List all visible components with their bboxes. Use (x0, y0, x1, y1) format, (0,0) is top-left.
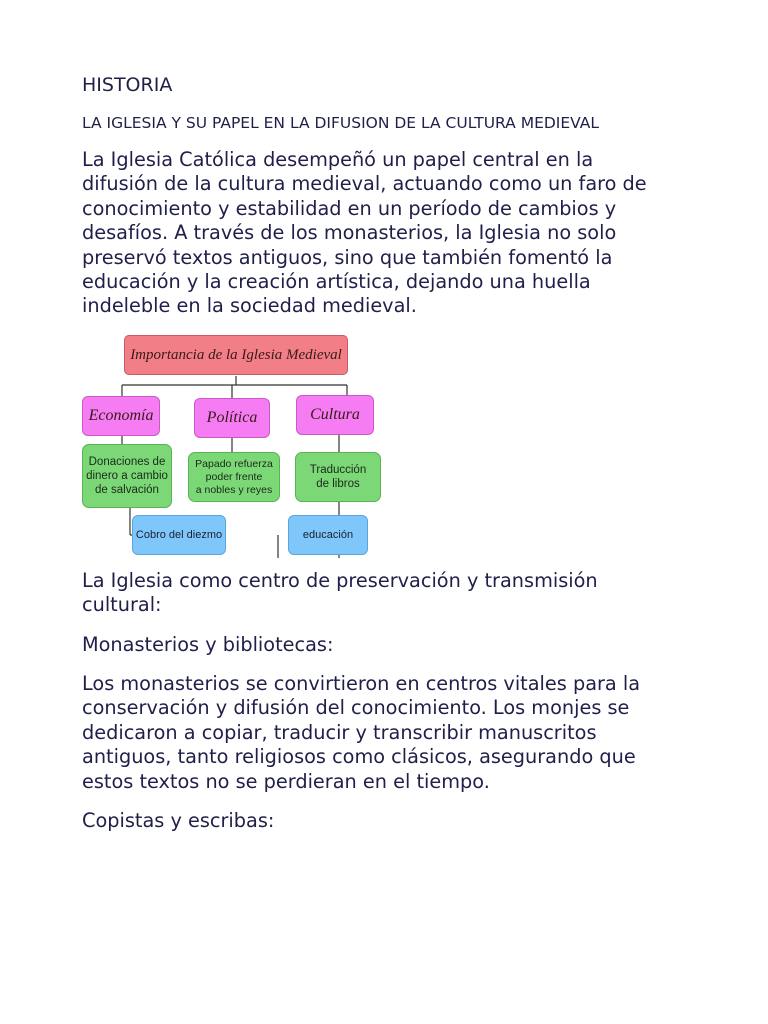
section-heading-line: La Iglesia como centro de preservación y transmisión (82, 569, 598, 592)
intro-line: preservó textos antiguos, sino que también fomentó la (82, 245, 613, 269)
document-subtitle: LA IGLESIA Y SU PAPEL EN LA DIFUSION DE LA CULTURA MEDIEVAL (82, 114, 600, 132)
intro-paragraph (82, 148, 722, 319)
diagram-root-node: Importancia de la Iglesia Medieval (124, 335, 348, 375)
node-text-line: Papado refuerza (195, 457, 273, 470)
diagram-node-cultura: Cultura (296, 395, 374, 435)
diagram-node-educacion: educación (288, 515, 368, 555)
node-text-line: dinero a cambio (86, 470, 168, 482)
subsection-heading: Monasterios y bibliotecas: (82, 633, 334, 656)
node-text-line: Traducción (309, 464, 367, 476)
diagram-node-traduccion (295, 452, 381, 502)
node-text-line: a nobles y reyes (195, 483, 273, 496)
intro-line: desafíos. A través de los monasterios, la Iglesia no solo (82, 221, 617, 245)
monasterios-line: Los monasterios se convirtieron en centros vitales para la (82, 672, 641, 695)
document-title: HISTORIA (82, 74, 173, 96)
node-text-line: poder frente (205, 470, 263, 483)
monasterios-line: conservación y difusión del conocimiento. Los monjes se (82, 696, 630, 720)
intro-line: conocimiento y estabilidad en un período de cambios y (82, 196, 617, 220)
monasterios-line: dedicaron a copiar, traducir y transcribir manuscritos (82, 720, 597, 744)
diagram-node-donaciones (82, 444, 172, 508)
intro-line: difusión de la cultura medieval, actuando como un faro de (82, 172, 647, 196)
intro-line: La Iglesia Católica desempeñó un papel central en la (82, 148, 594, 171)
node-text-line: de salvación (95, 484, 159, 496)
diagram-node-papado (188, 452, 280, 502)
diagram-node-diezmo: Cobro del diezmo (132, 515, 226, 555)
monasterios-line: estos textos no se perdieran en el tiempo. (82, 769, 490, 793)
monasterios-line: antiguos, tanto religiosos como clásicos, asegurando que (82, 745, 636, 769)
section-heading (82, 569, 722, 618)
node-text-line: Donaciones de (88, 456, 166, 468)
diagram-node-economia: Economía (82, 396, 160, 436)
concept-diagram (82, 333, 382, 558)
section-heading-line: cultural: (82, 593, 162, 617)
intro-line: indeleble en la sociedad medieval. (82, 294, 417, 318)
monasterios-paragraph (82, 672, 722, 794)
diagram-node-politica: Política (194, 398, 270, 438)
intro-line: educación y la creación artística, dejando una huella (82, 270, 591, 294)
copistas-heading: Copistas y escribas: (82, 809, 275, 832)
node-text-line: de libros (316, 478, 360, 490)
